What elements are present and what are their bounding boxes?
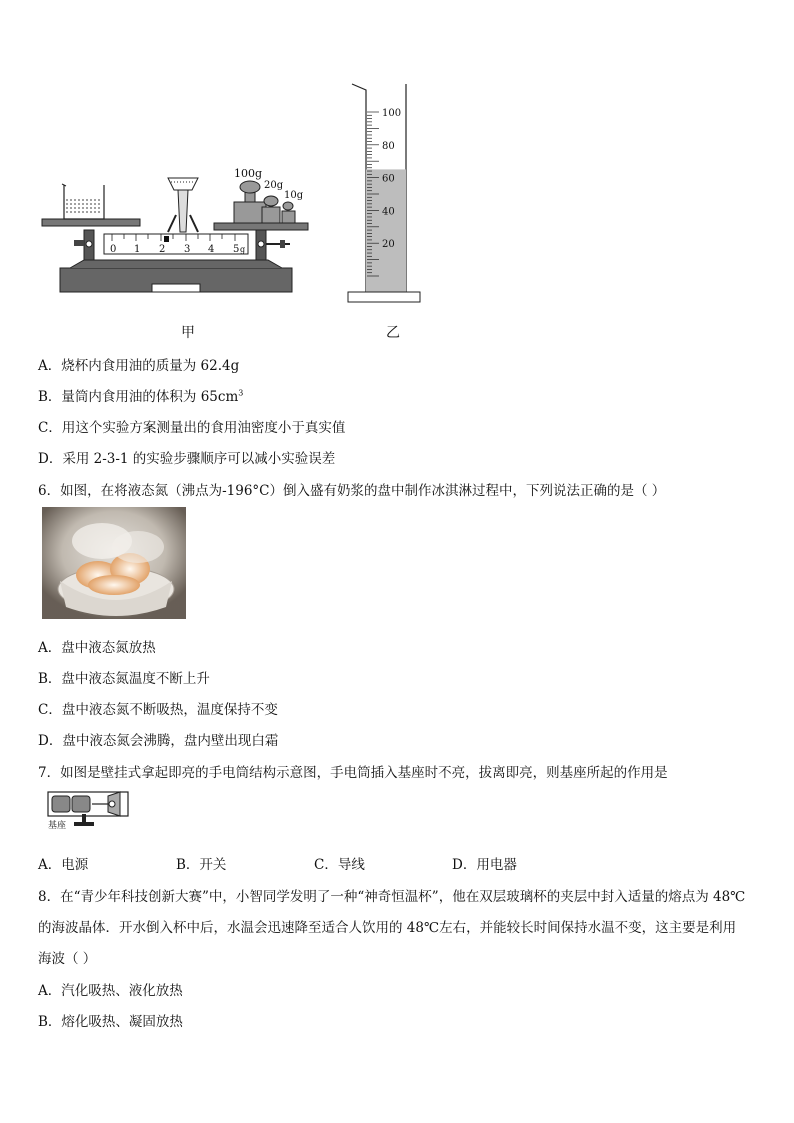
- scale-number: 4: [208, 244, 215, 255]
- q5-option-a: A．烧杯内食用油的质量为 62.4g: [38, 358, 240, 374]
- q5-option-c: C．用这个实验方案测量出的食用油密度小于真实值: [38, 420, 346, 436]
- figure-caption-right: 乙: [386, 325, 400, 341]
- cylinder-tick-label: 40: [382, 206, 395, 218]
- figure-caption-left: 甲: [181, 325, 195, 341]
- q7-option-c: C．导线: [314, 857, 365, 873]
- cylinder-tick-label: 60: [382, 173, 395, 185]
- q6-option-b: B．盘中液态氮温度不断上升: [38, 671, 210, 687]
- scale-number: 1: [134, 244, 141, 255]
- q6-stem: 6．如图，在将液态氮（沸点为-196°C）倒入盛有奶浆的盘中制作冰淇淋过程中，下列说法正确的是（ ）: [38, 483, 666, 499]
- q6-option-a: A．盘中液态氮放热: [38, 640, 156, 656]
- q6-option-c: C．盘中液态氮不断吸热，温度保持不变: [38, 702, 278, 718]
- q8-option-a: A．汽化吸热、液化放热: [38, 983, 183, 999]
- cylinder-figure: [344, 80, 424, 306]
- cylinder-tick-label: 100: [382, 108, 402, 119]
- q5-option-d: D．采用 2-3-1 的实验步骤顺序可以减小实验误差: [38, 451, 336, 467]
- balance-figure: [40, 160, 312, 300]
- q7-stem: 7．如图是壁挂式拿起即亮的手电筒结构示意图，手电筒插入基座时不亮，拔离即亮，则基座所起的作用是: [38, 765, 668, 781]
- weight-label: 10g: [284, 190, 304, 201]
- scale-unit: g: [240, 245, 246, 254]
- q8-stem-line1: 8．在“青少年科技创新大赛”中，小智同学发明了一种“神奇恒温杯”，他在双层玻璃杯的夹层中封入适量的熔点为 48℃: [38, 889, 746, 905]
- scale-number: 5: [233, 244, 240, 255]
- q7-option-b: B．开关: [176, 857, 227, 873]
- q5-option-b-superscript: 3: [238, 388, 244, 398]
- cylinder-tick-label: 80: [382, 140, 395, 152]
- q7-option-d: D．用电器: [452, 857, 517, 873]
- liquid-nitrogen-photo: [42, 507, 186, 619]
- base-label: 基座: [48, 821, 67, 831]
- cylinder-tick-label: 20: [382, 239, 395, 251]
- q8-stem-line2: 的海波晶体．开水倒入杯中后，水温会迅速降至适合人饮用的 48℃左右，并能较长时间保持水温不变，这主要是利用: [38, 920, 737, 936]
- weight-label: 100g: [234, 167, 263, 180]
- q7-option-a: A．电源: [38, 857, 89, 873]
- q6-option-d: D．盘中液态氮会沸腾，盘内壁出现白霜: [38, 733, 279, 749]
- scale-number: 2: [159, 244, 166, 255]
- q5-option-b-text: B．量筒内食用油的体积为 65cm: [38, 389, 239, 405]
- scale-number: 3: [184, 244, 191, 255]
- q5-option-b: [38, 385, 243, 405]
- q8-option-b: B．熔化吸热、凝固放热: [38, 1014, 183, 1030]
- q8-stem-line3: 海波（ ）: [38, 951, 97, 967]
- flashlight-diagram: [46, 788, 136, 832]
- scale-number: 0: [110, 244, 117, 255]
- weight-label: 20g: [264, 180, 284, 191]
